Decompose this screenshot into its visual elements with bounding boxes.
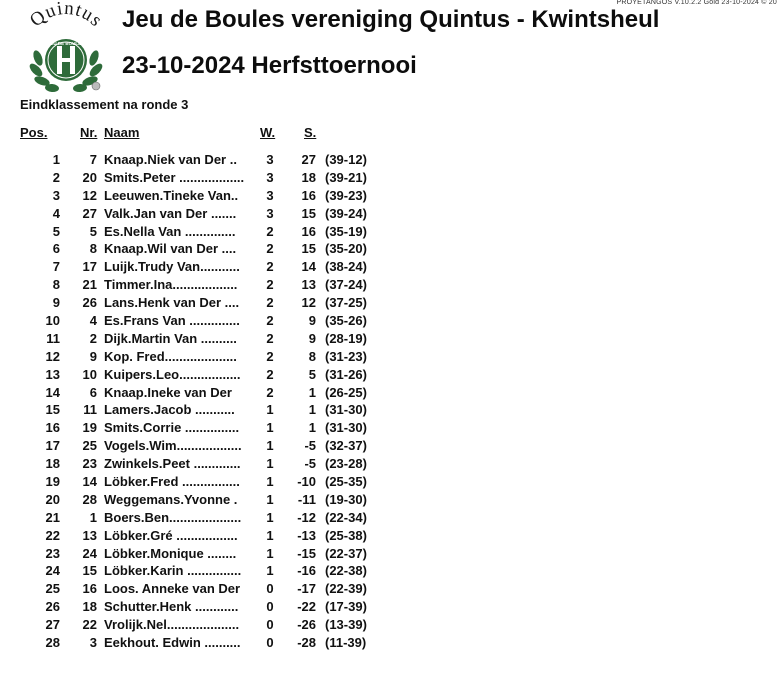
- name-cell: Smits.Peter ..................: [104, 169, 245, 185]
- wins-cell: 2: [266, 259, 274, 275]
- saldo-cell: -10: [297, 474, 316, 490]
- table-row: [0, 437, 779, 455]
- table-row: [0, 545, 779, 563]
- column-header-pos: Pos.: [20, 125, 48, 140]
- wins-cell: 0: [266, 581, 274, 597]
- number-cell: 4: [89, 313, 97, 329]
- table-row: [0, 384, 779, 402]
- score-cell: (26-25): [325, 384, 367, 400]
- table-row: [0, 527, 779, 545]
- name-cell: Smits.Corrie ...............: [104, 420, 240, 436]
- score-cell: (17-39): [325, 599, 367, 615]
- saldo-cell: 9: [308, 313, 316, 329]
- number-cell: 21: [82, 277, 97, 293]
- position-cell: 15: [45, 402, 60, 418]
- name-cell: Löbker.Fred ................: [104, 474, 240, 490]
- name-cell: Es.Nella Van ..............: [104, 223, 236, 239]
- score-cell: (39-21): [325, 169, 367, 185]
- position-cell: 1: [52, 152, 60, 167]
- number-cell: 24: [82, 545, 97, 561]
- version-note: PROYETANGOS V.10.2.2 Gold 23-10-2024 © 20: [616, 0, 777, 6]
- number-cell: 17: [82, 259, 97, 275]
- name-cell: Löbker.Monique ........: [104, 545, 237, 561]
- name-cell: Loos. Anneke van Der: [104, 581, 241, 597]
- wins-cell: 0: [266, 599, 274, 615]
- position-cell: 28: [45, 635, 60, 651]
- saldo-cell: 9: [308, 330, 316, 346]
- saldo-cell: -11: [297, 491, 316, 507]
- number-cell: 14: [82, 474, 97, 490]
- score-cell: (31-23): [325, 348, 367, 364]
- wins-cell: 2: [266, 330, 274, 346]
- wins-cell: 1: [266, 527, 274, 543]
- logo-badge-text: JEU DE BOULES: [47, 41, 85, 46]
- saldo-cell: -17: [297, 581, 316, 597]
- saldo-cell: -16: [297, 563, 316, 579]
- number-cell: 7: [89, 152, 97, 167]
- table-row: [0, 401, 779, 419]
- club-logo: [14, 0, 118, 98]
- column-header-w: W.: [260, 125, 276, 140]
- name-cell: Lamers.Jacob ...........: [104, 402, 235, 418]
- wins-cell: 2: [266, 223, 274, 239]
- table-row: [0, 294, 779, 312]
- position-cell: 6: [52, 241, 60, 257]
- name-cell: Leeuwen.Tineke Van..: [104, 187, 239, 203]
- score-cell: (32-37): [325, 438, 367, 454]
- saldo-cell: 12: [301, 295, 316, 311]
- name-cell: Knaap.Wil van Der ....: [104, 241, 237, 257]
- wins-cell: 2: [266, 366, 274, 382]
- position-cell: 14: [45, 384, 60, 400]
- column-header-s: S.: [304, 125, 317, 140]
- score-cell: (23-28): [325, 456, 367, 472]
- table-row: [0, 580, 779, 598]
- number-cell: 1: [89, 509, 97, 525]
- position-cell: 26: [45, 599, 60, 615]
- saldo-cell: 1: [308, 402, 316, 418]
- saldo-cell: 16: [301, 187, 316, 203]
- table-row: [0, 258, 779, 276]
- name-cell: Löbker.Gré .................: [104, 527, 238, 543]
- score-cell: (38-24): [325, 259, 367, 275]
- ranking-table: [0, 151, 779, 652]
- number-cell: 16: [82, 581, 97, 597]
- position-cell: 20: [45, 491, 60, 507]
- wins-cell: 1: [266, 563, 274, 579]
- wins-cell: 3: [266, 187, 274, 203]
- score-cell: (22-39): [325, 581, 367, 597]
- name-cell: Kuipers.Leo.................: [104, 366, 241, 382]
- wins-cell: 3: [266, 169, 274, 185]
- table-row: [0, 598, 779, 616]
- wins-cell: 3: [266, 152, 274, 167]
- name-cell: Boers.Ben....................: [104, 509, 242, 525]
- saldo-cell: 27: [301, 152, 316, 167]
- wins-cell: 1: [266, 456, 274, 472]
- position-cell: 19: [45, 474, 60, 490]
- number-cell: 6: [89, 384, 97, 400]
- score-cell: (37-24): [325, 277, 367, 293]
- saldo-cell: 5: [308, 366, 316, 382]
- score-cell: (37-25): [325, 295, 367, 311]
- position-cell: 9: [52, 295, 60, 311]
- name-cell: Valk.Jan van Der .......: [104, 205, 237, 221]
- position-cell: 17: [45, 438, 60, 454]
- name-cell: Schutter.Henk ............: [104, 599, 239, 615]
- number-cell: 10: [82, 366, 97, 382]
- score-cell: (11-39): [325, 635, 367, 651]
- number-cell: 5: [89, 223, 97, 239]
- saldo-cell: -22: [297, 599, 316, 615]
- table-row: [0, 223, 779, 241]
- score-cell: (39-23): [325, 187, 367, 203]
- table-row: [0, 634, 779, 652]
- number-cell: 8: [89, 241, 97, 257]
- wins-cell: 0: [266, 635, 274, 651]
- number-cell: 2: [89, 330, 97, 346]
- name-cell: Eekhout. Edwin ..........: [104, 635, 241, 651]
- column-header-name: Naam: [104, 125, 140, 140]
- wins-cell: 1: [266, 491, 274, 507]
- number-cell: 15: [82, 563, 97, 579]
- position-cell: 23: [45, 545, 60, 561]
- position-cell: 21: [45, 509, 60, 525]
- number-cell: 20: [82, 169, 97, 185]
- table-row: [0, 276, 779, 294]
- wins-cell: 1: [266, 402, 274, 418]
- score-cell: (19-30): [325, 491, 367, 507]
- wins-cell: 3: [266, 205, 274, 221]
- position-cell: 5: [52, 223, 60, 239]
- number-cell: 27: [82, 205, 97, 221]
- position-cell: 16: [45, 420, 60, 436]
- score-cell: (22-37): [325, 545, 367, 561]
- saldo-cell: 18: [301, 169, 316, 185]
- table-row: [0, 419, 779, 437]
- name-cell: Zwinkels.Peet .............: [104, 456, 241, 472]
- position-cell: 7: [52, 259, 60, 275]
- wins-cell: 1: [266, 545, 274, 561]
- name-cell: Dijk.Martin Van ..........: [104, 330, 237, 346]
- wins-cell: 1: [266, 509, 274, 525]
- wins-cell: 2: [266, 348, 274, 364]
- wins-cell: 2: [266, 277, 274, 293]
- score-cell: (31-30): [325, 420, 367, 436]
- name-cell: Es.Frans Van ..............: [104, 313, 240, 329]
- name-cell: Timmer.Ina..................: [104, 277, 238, 293]
- saldo-cell: 16: [301, 223, 316, 239]
- table-row: [0, 240, 779, 258]
- wins-cell: 2: [266, 384, 274, 400]
- table-row: [0, 187, 779, 205]
- saldo-cell: 8: [308, 348, 316, 364]
- position-cell: 18: [45, 456, 60, 472]
- saldo-cell: 15: [301, 205, 316, 221]
- tournament-title: 23-10-2024 Herfsttoernooi: [122, 52, 417, 79]
- name-cell: Kop. Fred....................: [104, 348, 237, 364]
- name-cell: Knaap.Ineke van Der: [104, 384, 232, 400]
- saldo-cell: -12: [297, 509, 316, 525]
- score-cell: (25-38): [325, 527, 367, 543]
- number-cell: 28: [82, 491, 97, 507]
- number-cell: 23: [82, 456, 97, 472]
- table-row: [0, 562, 779, 580]
- saldo-cell: 14: [301, 259, 316, 275]
- svg-text:Quintus: [26, 0, 107, 31]
- position-cell: 24: [45, 563, 60, 579]
- name-cell: Weggemans.Yvonne .: [104, 491, 238, 507]
- score-cell: (28-19): [325, 330, 367, 346]
- saldo-cell: -28: [297, 635, 316, 651]
- position-cell: 2: [52, 169, 60, 185]
- saldo-cell: 13: [301, 277, 316, 293]
- table-row: [0, 491, 779, 509]
- table-row: [0, 348, 779, 366]
- position-cell: 25: [45, 581, 60, 597]
- saldo-cell: -5: [304, 438, 316, 454]
- table-row: [0, 509, 779, 527]
- score-cell: (25-35): [325, 474, 367, 490]
- table-row: [0, 330, 779, 348]
- wins-cell: 1: [266, 438, 274, 454]
- score-cell: (35-26): [325, 313, 367, 329]
- table-row: [0, 455, 779, 473]
- name-cell: Luijk.Trudy Van...........: [104, 259, 240, 275]
- number-cell: 12: [82, 187, 97, 203]
- saldo-cell: 1: [308, 384, 316, 400]
- position-cell: 8: [52, 277, 60, 293]
- score-cell: (22-34): [325, 509, 367, 525]
- number-cell: 3: [89, 635, 97, 651]
- wins-cell: 2: [266, 295, 274, 311]
- document-title: Jeu de Boules vereniging Quintus - Kwintsheul: [122, 6, 660, 33]
- saldo-cell: -13: [297, 527, 316, 543]
- number-cell: 19: [82, 420, 97, 436]
- logo-arc-text: Quintus: [25, 0, 107, 32]
- number-cell: 25: [82, 438, 97, 454]
- column-header-nr: Nr.: [80, 125, 98, 140]
- number-cell: 26: [82, 295, 97, 311]
- position-cell: 12: [45, 348, 60, 364]
- wins-cell: 2: [266, 241, 274, 257]
- table-row: [0, 169, 779, 187]
- position-cell: 4: [52, 205, 60, 221]
- name-cell: Lans.Henk van Der ....: [104, 295, 240, 311]
- score-cell: (35-19): [325, 223, 367, 239]
- position-cell: 13: [45, 366, 60, 382]
- name-cell: Vrolijk.Nel....................: [104, 617, 240, 633]
- name-cell: Vogels.Wim..................: [104, 438, 242, 454]
- score-cell: (39-24): [325, 205, 367, 221]
- number-cell: 22: [82, 617, 97, 633]
- score-cell: (35-20): [325, 241, 367, 257]
- saldo-cell: -15: [297, 545, 316, 561]
- position-cell: 11: [46, 330, 60, 346]
- score-cell: (31-26): [325, 366, 367, 382]
- saldo-cell: -26: [297, 617, 316, 633]
- wins-cell: 1: [266, 420, 274, 436]
- position-cell: 10: [45, 313, 60, 329]
- saldo-cell: 15: [301, 241, 316, 257]
- position-cell: 3: [52, 187, 60, 203]
- score-cell: (13-39): [325, 617, 367, 633]
- table-row: [0, 151, 779, 169]
- wins-cell: 2: [266, 313, 274, 329]
- number-cell: 11: [83, 402, 97, 418]
- score-cell: (31-30): [325, 402, 367, 418]
- number-cell: 13: [82, 527, 97, 543]
- number-cell: 18: [82, 599, 97, 615]
- table-row: [0, 312, 779, 330]
- name-cell: Knaap.Niek van Der ..: [104, 152, 237, 167]
- position-cell: 22: [45, 527, 60, 543]
- section-title: Eindklassement na ronde 3: [20, 97, 189, 112]
- position-cell: 27: [45, 617, 60, 633]
- score-cell: (22-38): [325, 563, 367, 579]
- table-row: [0, 473, 779, 491]
- wins-cell: 1: [266, 474, 274, 490]
- saldo-cell: 1: [308, 420, 316, 436]
- wins-cell: 0: [266, 617, 274, 633]
- saldo-cell: -5: [304, 456, 316, 472]
- number-cell: 9: [89, 348, 97, 364]
- table-row: [0, 205, 779, 223]
- score-cell: (39-12): [325, 152, 367, 167]
- table-row: [0, 366, 779, 384]
- table-row: [0, 616, 779, 634]
- name-cell: Löbker.Karin ...............: [104, 563, 242, 579]
